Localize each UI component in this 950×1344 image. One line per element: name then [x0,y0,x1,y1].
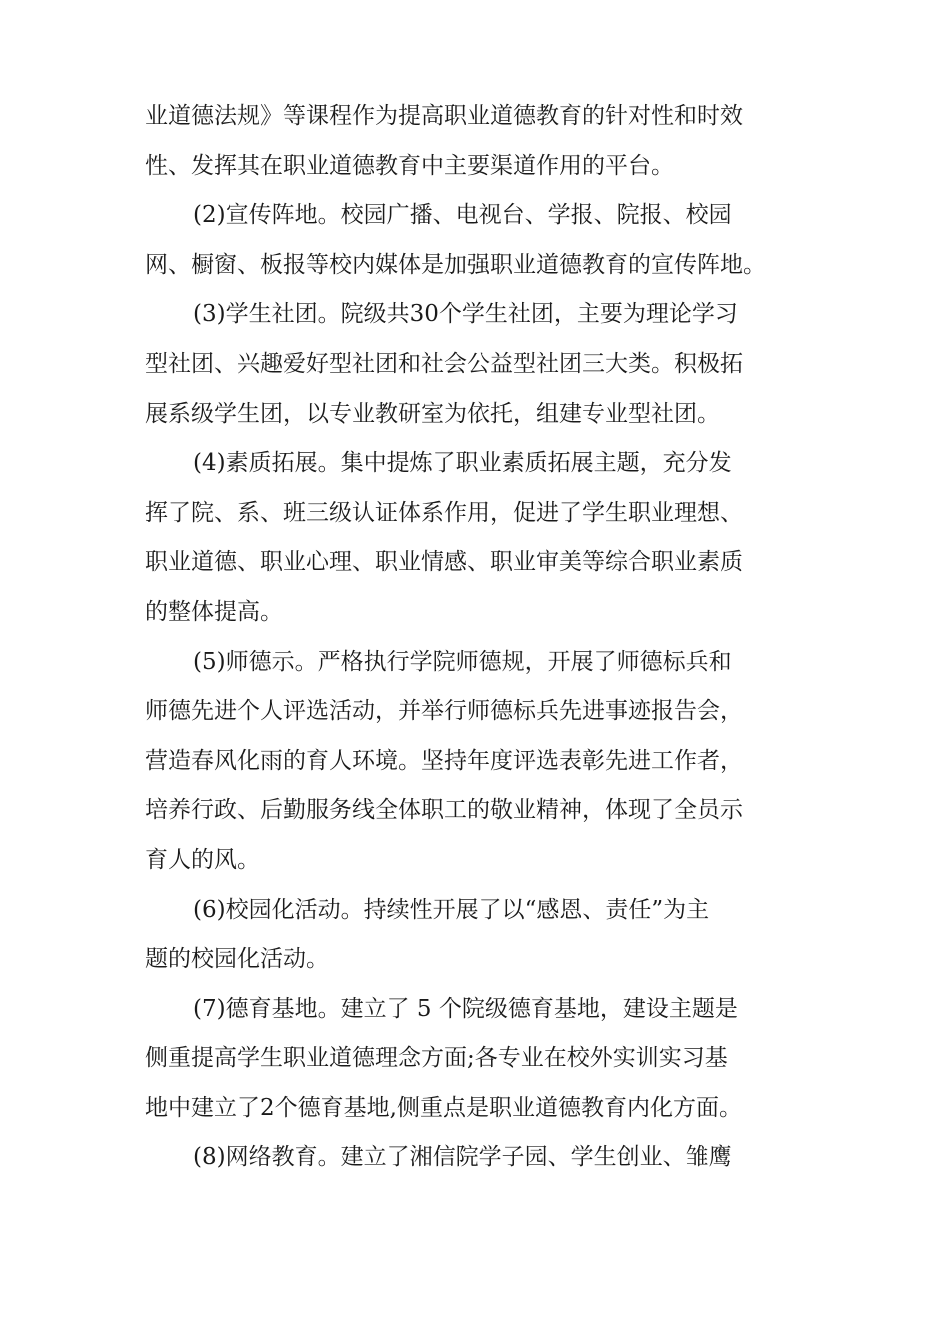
paragraph-first-line: (5)师德示。严格执行学院师德规，开展了师德标兵和 [193,648,732,675]
text-line: 型社团、兴趣爱好型社团和社会公益型社团三大类。积极拓 [145,350,743,377]
paragraph-first-line: (2)宣传阵地。校园广播、电视台、学报、院报、校园 [193,202,732,229]
text-line: 营造春风化雨的育人环境。坚持年度评选表彰先进工作者， [145,747,743,774]
paragraph-first-line: (6)校园化活动。持续性开展了以“感恩、责任”为主 [193,896,710,923]
text-line: 职业道德、职业心理、职业情感、职业审美等综合职业素质 [145,549,743,576]
text-line: 挥了院、系、班三级认证体系作用，促进了学生职业理想、 [145,499,743,526]
text-line: 育人的风。 [145,846,260,873]
text-line: 业道德法规》等课程作为提高职业道德教育的针对性和时效 [145,103,743,129]
text-line: 网、橱窗、板报等校内媒体是加强职业道德教育的宣传阵地。 [145,251,766,278]
paragraph-first-line: (7)德育基地。建立了 5 个院级德育基地，建设主题是 [193,995,738,1022]
paragraph-first-line: (8)网络教育。建立了湘信院学子园、学生创业、雏鹰 [193,1144,732,1171]
text-line: 展系级学生团，以专业教研室为依托，组建专业型社团。 [145,400,720,427]
text-line: 性、发挥其在职业道德教育中主要渠道作用的平台。 [145,152,674,179]
text-line: 师德先进个人评选活动，并举行师德标兵先进事迹报告会， [145,698,743,725]
text-line: 题的校园化活动。 [145,946,329,973]
paragraph-first-line: (4)素质拓展。集中提炼了职业素质拓展主题，充分发 [193,450,732,477]
paragraph-first-line: (3)学生社团。院级共30个学生社团，主要为理论学习 [193,301,738,328]
text-line: 地中建立了2个德育基地,侧重点是职业道德教育内化方面。 [145,1094,742,1121]
text-line: 侧重提高学生职业道德理念方面;各专业在校外实训实习基 [145,1045,728,1072]
text-line: 的整体提高。 [145,598,283,625]
body-text [145,92,810,1183]
text-line: 培养行政、后勤服务线全体职工的敬业精神，体现了全员示 [145,797,743,824]
